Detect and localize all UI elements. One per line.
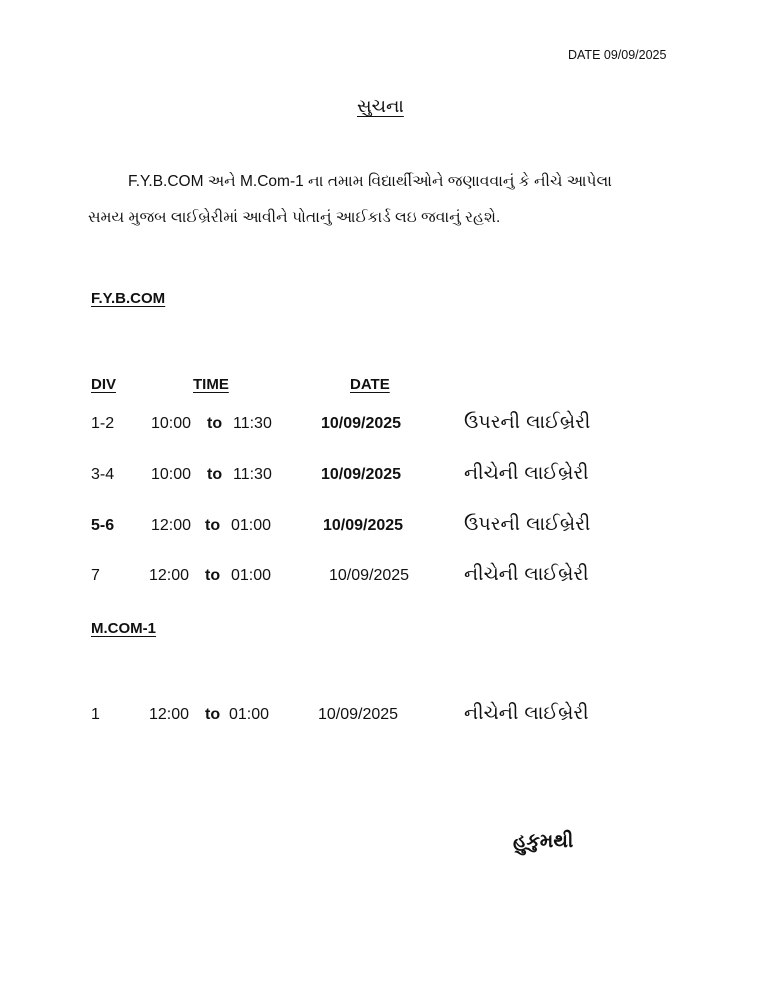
row-div: 3-4 (91, 466, 115, 483)
row-div: 7 (91, 567, 100, 584)
row-time-from: 12:00 (149, 567, 190, 584)
row-time-to-word: to (205, 706, 221, 723)
column-header-time: TIME (193, 376, 229, 393)
row-div: 1 (91, 706, 100, 723)
section-heading-mcom: M.COM-1 (91, 620, 156, 637)
row-date: 10/09/2025 (321, 415, 402, 432)
row-date: 10/09/2025 (321, 466, 402, 483)
row-location: ઉપરની લાઈબ્રેરી (464, 513, 591, 535)
row-time-to: 11:30 (233, 466, 272, 483)
row-div: 5-6 (91, 517, 115, 534)
row-time-from: 12:00 (151, 517, 192, 534)
row-time-from: 10:00 (151, 415, 192, 432)
row-div: 1-2 (91, 415, 115, 432)
signature: હુકુમથી (513, 830, 574, 852)
row-location: નીચેની લાઈબ્રેરી (464, 462, 589, 484)
row-time-from: 12:00 (149, 706, 190, 723)
row-time-to: 01:00 (231, 517, 272, 534)
row-time-to-word: to (205, 517, 221, 534)
row-time-to-word: to (207, 466, 223, 483)
notice-title: સુચના (357, 96, 404, 116)
row-date: 10/09/2025 (329, 567, 410, 584)
notice-date: DATE 09/09/2025 (568, 48, 667, 62)
row-time-to: 11:30 (233, 415, 272, 432)
row-time-to: 01:00 (229, 706, 270, 723)
row-time-to: 01:00 (231, 567, 272, 584)
column-header-date: DATE (350, 376, 390, 393)
paragraph-line-1: F.Y.B.COM અને M.Com-1 ના તમામ વિદ્યાર્થીઓને જણાવવાનું કે નીચે આપેલા (128, 173, 612, 190)
section-heading-fybcom: F.Y.B.COM (91, 290, 166, 307)
row-date: 10/09/2025 (318, 706, 399, 723)
row-location: ઉપરની લાઈબ્રેરી (464, 411, 591, 433)
row-time-from: 10:00 (151, 466, 192, 483)
column-header-div: DIV (91, 376, 117, 393)
row-time-to-word: to (205, 567, 221, 584)
row-location: નીચેની લાઈબ્રેરી (464, 563, 589, 585)
notice-paragraph (88, 164, 708, 236)
row-date: 10/09/2025 (323, 517, 404, 534)
row-time-to-word: to (207, 415, 223, 432)
row-location: નીચેની લાઈબ્રેરી (464, 702, 589, 724)
paragraph-line-2: સમય મુજબ લાઈબ્રેરીમાં આવીને પોતાનું આઈકાર્ડ લઇ જવાનું રહશે. (88, 209, 501, 226)
